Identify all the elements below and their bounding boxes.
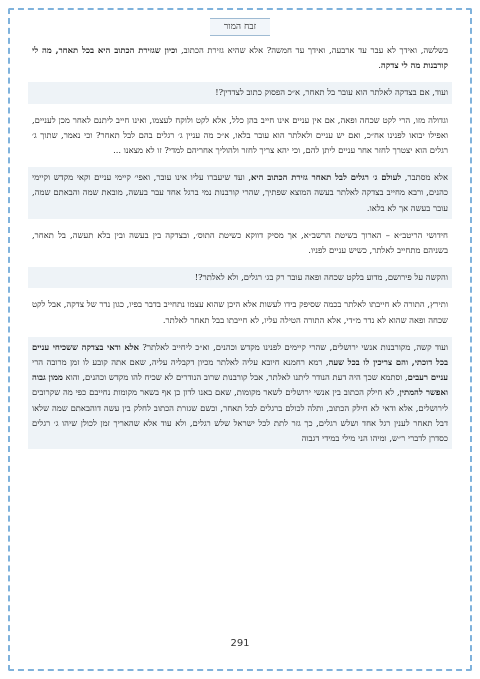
text-run: והקשה על פירושם, מדוע בלקט שכחה ופאה עובר רק בג׳ רגלים, ולא לאלתר?!: [194, 272, 448, 283]
text-run: , לא חילק הכתוב בין אנשי ירושלים לשאר מקומות, שאם באנו לדון כן אף בשאר מקומות נחייבם כפי מה שקרובים לירושלים, אלא ודאי לא חילק הכתוב, ותלה לכולם ברגלים לבל תאחר, וכשם שגזרת הכתוב לחלק בין עשה דוהבאתם שמה שלאו דבל תאחר לענין רגל אחד ושלש רגלים, כך גזר לתת לכל ישראל שלש רגלים, ולא עוד אלא שהאריך זמן לכולן שיהו ג׳ רגלים כסדרן לדברי ר״ש, ומיהו הני מילי במידי דגבוה: [32, 387, 448, 444]
text-run: חידושי הריטב״א – הארוך בשיטת הרשב״א, אך מסיק דווקא כשיטת התוס׳, ובצדקה בין בעשה ובין בלא תעשה, בל תאחר, בשניהם מתחייב לאלתר, כשיש עניים לפניו.: [32, 229, 448, 256]
bold-text-run: לעולם ג׳ רגלים לבל תאחר גזירת הכתוב היא: [251, 172, 402, 183]
text-run: ועוד, אם בצדקה לאלתר הוא עובר בל תאחר, א״כ הפסוק כתוב לצדדין?!: [215, 87, 448, 98]
paragraph: [28, 294, 452, 330]
running-header: [0, 14, 480, 36]
text-run: .: [378, 60, 381, 71]
text-run: וגדולה מזו, הרי לקט שכחה ופאה, אם אין עניים אינו חייב בהן כלל, אלא לקט ולוקח לעצמו, ואינו חייב ליתנם לאחר מכן לעניים, ואפילו יבואו לפנינו אח״כ, ואם יש עניים ולאלתר הוא עובר בלאו, א״כ מה עניין ג׳ רגלים בהם לבל תאחר? וכי נאמר, שתוך ג׳ רגלים הוא יצטרך לחזר אחר עניים ליתן להם, וכי יהא צריך לחזר ולהוליך אחריהם למדי? זו לא מצאנו ...: [32, 114, 448, 156]
text-run: בשלשה, ואידך לא עבר עד ארבעה, ואידך עד חמשה? אלא שהיא גזירת הכתוב,: [177, 45, 448, 55]
paragraph: [28, 82, 452, 103]
body-text: [28, 40, 452, 449]
bold-text-run: ממון גבוה ואפשר להמתין: [32, 372, 448, 398]
paragraph: [28, 267, 452, 288]
paragraph: [28, 337, 452, 449]
bold-text-run: עניים רעבים: [407, 372, 448, 383]
bold-text-run: אלא ודאי בצדקה ששכיחי עניים בכל דוכתי, והם צריכין לו בכל שעה: [32, 341, 448, 368]
page-number: 291: [230, 638, 250, 649]
text-run: , ועד שיעברו עליו אינו עובר, ואפי׳ קיימי עניים וקאי מקדש וקיימי כהנים, ורבא מחייב בצדקה לאלתר בעשה המוצא שפתיך, שהרי קורבנות נמי ברגל אחד עבר בעשה, מובאת שמה והבאתם שמה, עובר בעשה אך לא בלאו.: [32, 172, 448, 213]
paragraph: [28, 40, 452, 76]
text-run: ועוד קשה, מקורבנות אנשי ירושלים, שהרי קיימים לפנינו מקדש וכהנים, וא״כ ליחייב לאלתר?: [139, 341, 448, 352]
text-run: , וסתמא שכך היה דעת הנודר ליתנו לאלתר, אבל קורבנות שרוב הנודרים לא שכיח להו מקדש וכהנים, והוא: [62, 372, 408, 383]
header-title: זבח המור: [210, 18, 270, 36]
paragraph: [28, 167, 452, 219]
text-run: ותירץ, התורה לא חייבתו לאלתר בכמה שסיפק בידו לעשות אלא היכן שהוא עצמו נתחייב בדבר בפיו, כגון נדר של צדקה, אבל לקט שכחה ופאה שהוא לא נדר מ״די, אלא התורה הטילה עליו, לא חייבתו בבל תאחר לאלתר.: [32, 299, 448, 325]
paragraph: [28, 225, 452, 261]
text-run: , רמא רחמנא חיובא עליה לאלתר מכיון דקבליה עליה, שאם אתה קובע לו זמן מרובה הרי: [32, 357, 329, 368]
bold-text-run: וכיון שגזירת הכתוב היא בכל תאחר, מה לי קורבנות מה לי צדקה: [32, 45, 448, 71]
text-run: אלא מסתבר,: [401, 172, 448, 183]
paragraph: [28, 110, 452, 162]
